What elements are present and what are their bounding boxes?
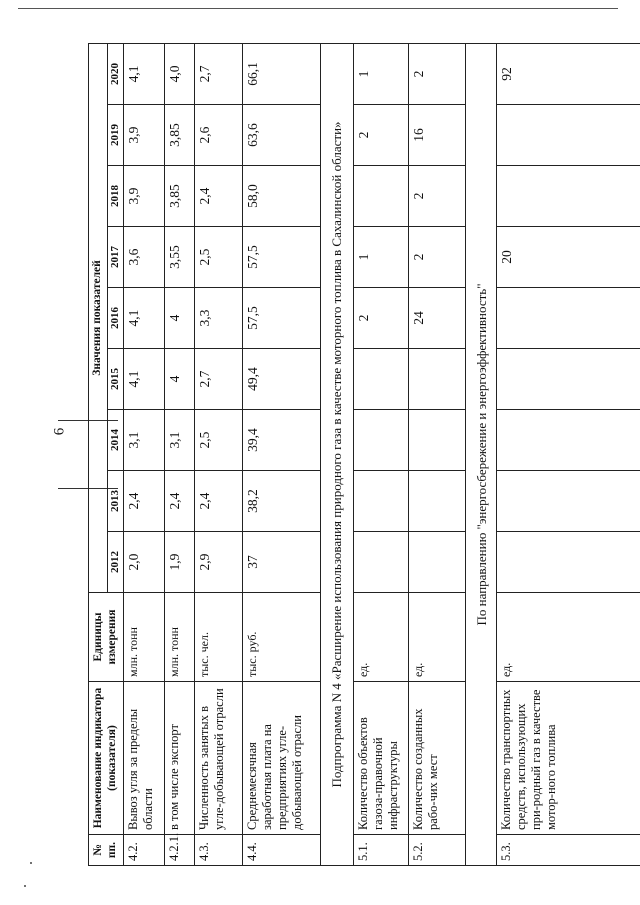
row-number: 5.1. xyxy=(353,835,408,866)
value-cell xyxy=(408,532,465,593)
value-cell: 2,7 xyxy=(194,43,243,104)
value-cell: 2 xyxy=(408,43,465,104)
unit-cell: ед. xyxy=(497,593,640,682)
row-number: 4.3. xyxy=(194,835,243,866)
section-title: По направлению "энергосбережение и энергоэффективность" xyxy=(466,43,497,865)
indicators-table xyxy=(88,43,640,866)
table-row xyxy=(164,43,194,865)
value-cell xyxy=(408,471,465,532)
unit-cell: тыс. чел. xyxy=(194,593,243,682)
value-cell: 3,9 xyxy=(123,166,164,227)
value-cell: 4,1 xyxy=(123,43,164,104)
value-cell: 16 xyxy=(408,105,465,166)
value-cell: 57,5 xyxy=(243,227,320,288)
year-header: 2012 xyxy=(107,532,123,593)
value-cell: 39,4 xyxy=(243,410,320,471)
value-cell: 2,4 xyxy=(123,471,164,532)
value-cell xyxy=(353,410,408,471)
value-cell xyxy=(497,532,640,593)
section-row xyxy=(320,43,353,865)
year-header: 2017 xyxy=(107,227,123,288)
indicator-name: в том числе экспорт xyxy=(164,682,194,835)
value-cell: 2 xyxy=(408,227,465,288)
year-header: 2016 xyxy=(107,288,123,349)
value-cell: 4 xyxy=(164,349,194,410)
speck xyxy=(24,885,26,887)
year-header: 2018 xyxy=(107,166,123,227)
header-name: Наименование индикатора (показателя) xyxy=(89,682,124,835)
value-cell: 2,5 xyxy=(194,410,243,471)
value-cell: 3,6 xyxy=(123,227,164,288)
indicator-name: Количество транспортных средств, использующих при-родный газ в качестве мотор-ного топлива xyxy=(497,682,640,835)
row-number: 5.3. xyxy=(497,835,640,866)
row-number: 5.2. xyxy=(408,835,465,866)
indicator-name: Количество объектов газоза-правочной инфраструктуры xyxy=(353,682,408,835)
value-cell: 3,85 xyxy=(164,105,194,166)
section-title: Подпрограмма N 4 «Расширение использования природного газа в качестве моторного топлива в Сахалинской области» xyxy=(320,43,353,865)
value-cell xyxy=(353,471,408,532)
value-cell: 2,6 xyxy=(194,105,243,166)
year-header: 2013 xyxy=(107,471,123,532)
unit-cell: млн. тонн xyxy=(164,593,194,682)
value-cell: 49,4 xyxy=(243,349,320,410)
value-cell: 2,7 xyxy=(194,349,243,410)
value-cell: 4,0 xyxy=(164,43,194,104)
value-cell: 38,2 xyxy=(243,471,320,532)
page-number: 6 xyxy=(51,427,68,436)
value-cell: 4,1 xyxy=(123,349,164,410)
value-cell: 3,85 xyxy=(164,166,194,227)
value-cell: 3,9 xyxy=(123,105,164,166)
table-row xyxy=(353,43,408,865)
value-cell: 63,6 xyxy=(243,105,320,166)
value-cell xyxy=(497,166,640,227)
value-cell xyxy=(497,471,640,532)
table-row xyxy=(123,43,164,865)
value-cell: 57,5 xyxy=(243,288,320,349)
value-cell: 92 xyxy=(497,43,640,104)
value-cell: 4,1 xyxy=(123,288,164,349)
table-row xyxy=(243,43,320,865)
header-no: № пп. xyxy=(89,835,124,866)
table-row xyxy=(194,43,243,865)
value-cell: 37 xyxy=(243,532,320,593)
table-container xyxy=(88,43,640,866)
value-cell xyxy=(353,349,408,410)
header-row xyxy=(89,43,108,865)
value-cell xyxy=(497,349,640,410)
value-cell xyxy=(408,349,465,410)
value-cell xyxy=(353,166,408,227)
year-header: 2014 xyxy=(107,410,123,471)
value-cell: 3,1 xyxy=(123,410,164,471)
unit-cell: млн. тонн xyxy=(123,593,164,682)
indicator-name: Численность занятых в угле-добывающей отрасли xyxy=(194,682,243,835)
indicator-name: Среднемесячная заработная плата на предприятиях угле-добывающей отрасли xyxy=(243,682,320,835)
value-cell: 2,9 xyxy=(194,532,243,593)
unit-cell: ед. xyxy=(353,593,408,682)
row-number: 4.2.1. xyxy=(164,835,194,866)
value-cell: 3,1 xyxy=(164,410,194,471)
value-cell: 20 xyxy=(497,227,640,288)
header-unit: Единицы измерения xyxy=(89,593,124,682)
value-cell xyxy=(408,410,465,471)
value-cell: 1,9 xyxy=(164,532,194,593)
table-row xyxy=(408,43,465,865)
row-number: 4.4. xyxy=(243,835,320,866)
value-cell: 1 xyxy=(353,227,408,288)
speck xyxy=(30,862,32,864)
value-cell xyxy=(497,105,640,166)
value-cell: 58,0 xyxy=(243,166,320,227)
indicator-name: Вывоз угля за пределы области xyxy=(123,682,164,835)
value-cell: 4 xyxy=(164,288,194,349)
value-cell xyxy=(497,288,640,349)
indicator-name: Количество созданных рабо-чих мест xyxy=(408,682,465,835)
value-cell: 2,0 xyxy=(123,532,164,593)
value-cell: 2,4 xyxy=(164,471,194,532)
value-cell: 2,4 xyxy=(194,166,243,227)
row-number: 4.2. xyxy=(123,835,164,866)
year-header: 2020 xyxy=(107,43,123,104)
value-cell: 2,5 xyxy=(194,227,243,288)
value-cell xyxy=(353,532,408,593)
unit-cell: ед. xyxy=(408,593,465,682)
section-row xyxy=(466,43,497,865)
value-cell: 2 xyxy=(353,105,408,166)
value-cell xyxy=(497,410,640,471)
value-cell: 2 xyxy=(353,288,408,349)
top-rule xyxy=(18,8,618,9)
unit-cell: тыс. руб. xyxy=(243,593,320,682)
value-cell: 1 xyxy=(353,43,408,104)
year-header: 2019 xyxy=(107,105,123,166)
table-row xyxy=(497,43,640,865)
value-cell: 66,1 xyxy=(243,43,320,104)
value-cell: 3,55 xyxy=(164,227,194,288)
year-header: 2015 xyxy=(107,349,123,410)
value-cell: 24 xyxy=(408,288,465,349)
value-cell: 2 xyxy=(408,166,465,227)
value-cell: 3,3 xyxy=(194,288,243,349)
header-values: Значения показателей xyxy=(89,43,108,592)
value-cell: 2,4 xyxy=(194,471,243,532)
